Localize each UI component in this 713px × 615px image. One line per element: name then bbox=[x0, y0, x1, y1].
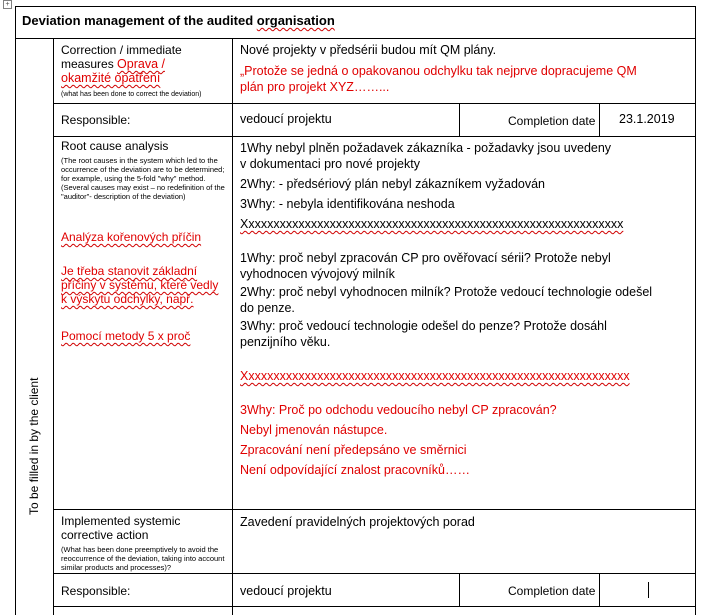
separator-x-line: Xxxxxxxxxxxxxxxxxxxxxxxxxxxxxxxxxxxxxxxxxxxxxxxxxxxxxxxxxxxxx bbox=[240, 217, 624, 231]
page-title: Deviation management of the audited organisation bbox=[22, 13, 335, 28]
table-border-right bbox=[695, 6, 696, 615]
responsible-value[interactable]: vedoucí projektu bbox=[240, 112, 332, 126]
implemented-label: Implemented systemic corrective action bbox=[61, 514, 181, 542]
col-divider bbox=[599, 573, 600, 607]
row-divider bbox=[15, 38, 696, 39]
table-border-left bbox=[15, 6, 16, 615]
root-cause-red-heading: Analýza kořenových příčin bbox=[61, 230, 202, 244]
completion-date-label-2: Completion date bbox=[508, 584, 596, 598]
completion-date-value[interactable]: 23.1.2019 bbox=[619, 112, 675, 126]
col-divider bbox=[459, 573, 460, 607]
table-move-handle[interactable]: + bbox=[3, 0, 12, 9]
implemented-note: (What has been done preemptively to avoid the reoccurrence of the deviation, taking into account similar products and processes)? bbox=[61, 545, 225, 572]
responsible-value-2[interactable]: vedoucí projektu bbox=[240, 584, 332, 598]
root-cause-note: (The root causes in the system which led to the occurrence of the deviation are to be determined; for example, using the 5-fold "why" method. (Several causes may exist – no redefinition of the "auditor"- description of the deviation) bbox=[61, 156, 225, 201]
correction-label: Correction / immediate measures Oprava / okamžité opatření bbox=[61, 43, 182, 85]
row-divider bbox=[53, 606, 696, 607]
col-divider bbox=[459, 103, 460, 136]
col-divider-label bbox=[232, 38, 233, 615]
root-cause-red-instruction: Je třeba stanovit základní příčiny v systému, které vedly k výskytu odchylky, např. bbox=[61, 264, 219, 306]
responsible-label-2: Responsible: bbox=[61, 584, 131, 598]
correction-value[interactable]: Nové projekty v předsérii budou mít QM plány. „Protože se jedná o opakovanou odchylku tak nejprve dopracujeme QM plán pro projekt XYZ……... bbox=[240, 43, 637, 94]
text-cursor bbox=[648, 582, 649, 598]
row-divider bbox=[53, 136, 696, 137]
side-label: To be filled in by the client bbox=[27, 377, 41, 515]
responsible-label: Responsible: bbox=[61, 113, 131, 127]
root-cause-value[interactable]: 1Why nebyl plněn požadavek zákazníka - požadavky jsou uvedeny v dokumentaci pro nové projekty 2Why: - předsériový plán nebyl zákazníkem vyžadován 3Why: - nebyla identifikována neshoda Xxxxxxxxxxxxxxxxxxxxxxxxxxxxxxxxxxxxxxxxxxxxxxxxxxxxxxxxxxxxx 1Why: proč nebyl zpracován CP pro ověřovací sérii? Protože nebyl vyhodnocen vývojový milník 2Why: proč nebyl vyhodnocen milník? Protože vedoucí technologie odešel do penze. 3Why: proč vedoucí technologie odešel do penze? Protože dosáhl penzijního věku. Xxxxxxxxxxxxxxxxxxxxxxxxxxxxxxxxxxxxxxxxxxxxxxxxxxxxxxxxxxxxxx 3Why: Proč po odchodu vedoucího nebyl CP zpracován? Nebyl jmenován nástupce. Zpracování není předepsáno ve směrnici Není odpovídající znalost pracovníků…… bbox=[240, 140, 692, 478]
col-divider bbox=[599, 103, 600, 136]
root-cause-label: Root cause analysis bbox=[61, 139, 169, 153]
table-border-top bbox=[15, 6, 696, 7]
correction-note: (what has been done to correct the deviation) bbox=[61, 91, 202, 98]
completion-date-label: Completion date bbox=[508, 114, 596, 128]
col-divider-side bbox=[53, 38, 54, 615]
row-divider bbox=[53, 509, 696, 510]
implemented-value[interactable]: Zavedení pravidelných projektových porad bbox=[240, 515, 475, 529]
root-cause-red-method: Pomocí metody 5 x proč bbox=[61, 329, 191, 343]
separator-x-line-red: Xxxxxxxxxxxxxxxxxxxxxxxxxxxxxxxxxxxxxxxxxxxxxxxxxxxxxxxxxxxxxx bbox=[240, 369, 630, 383]
